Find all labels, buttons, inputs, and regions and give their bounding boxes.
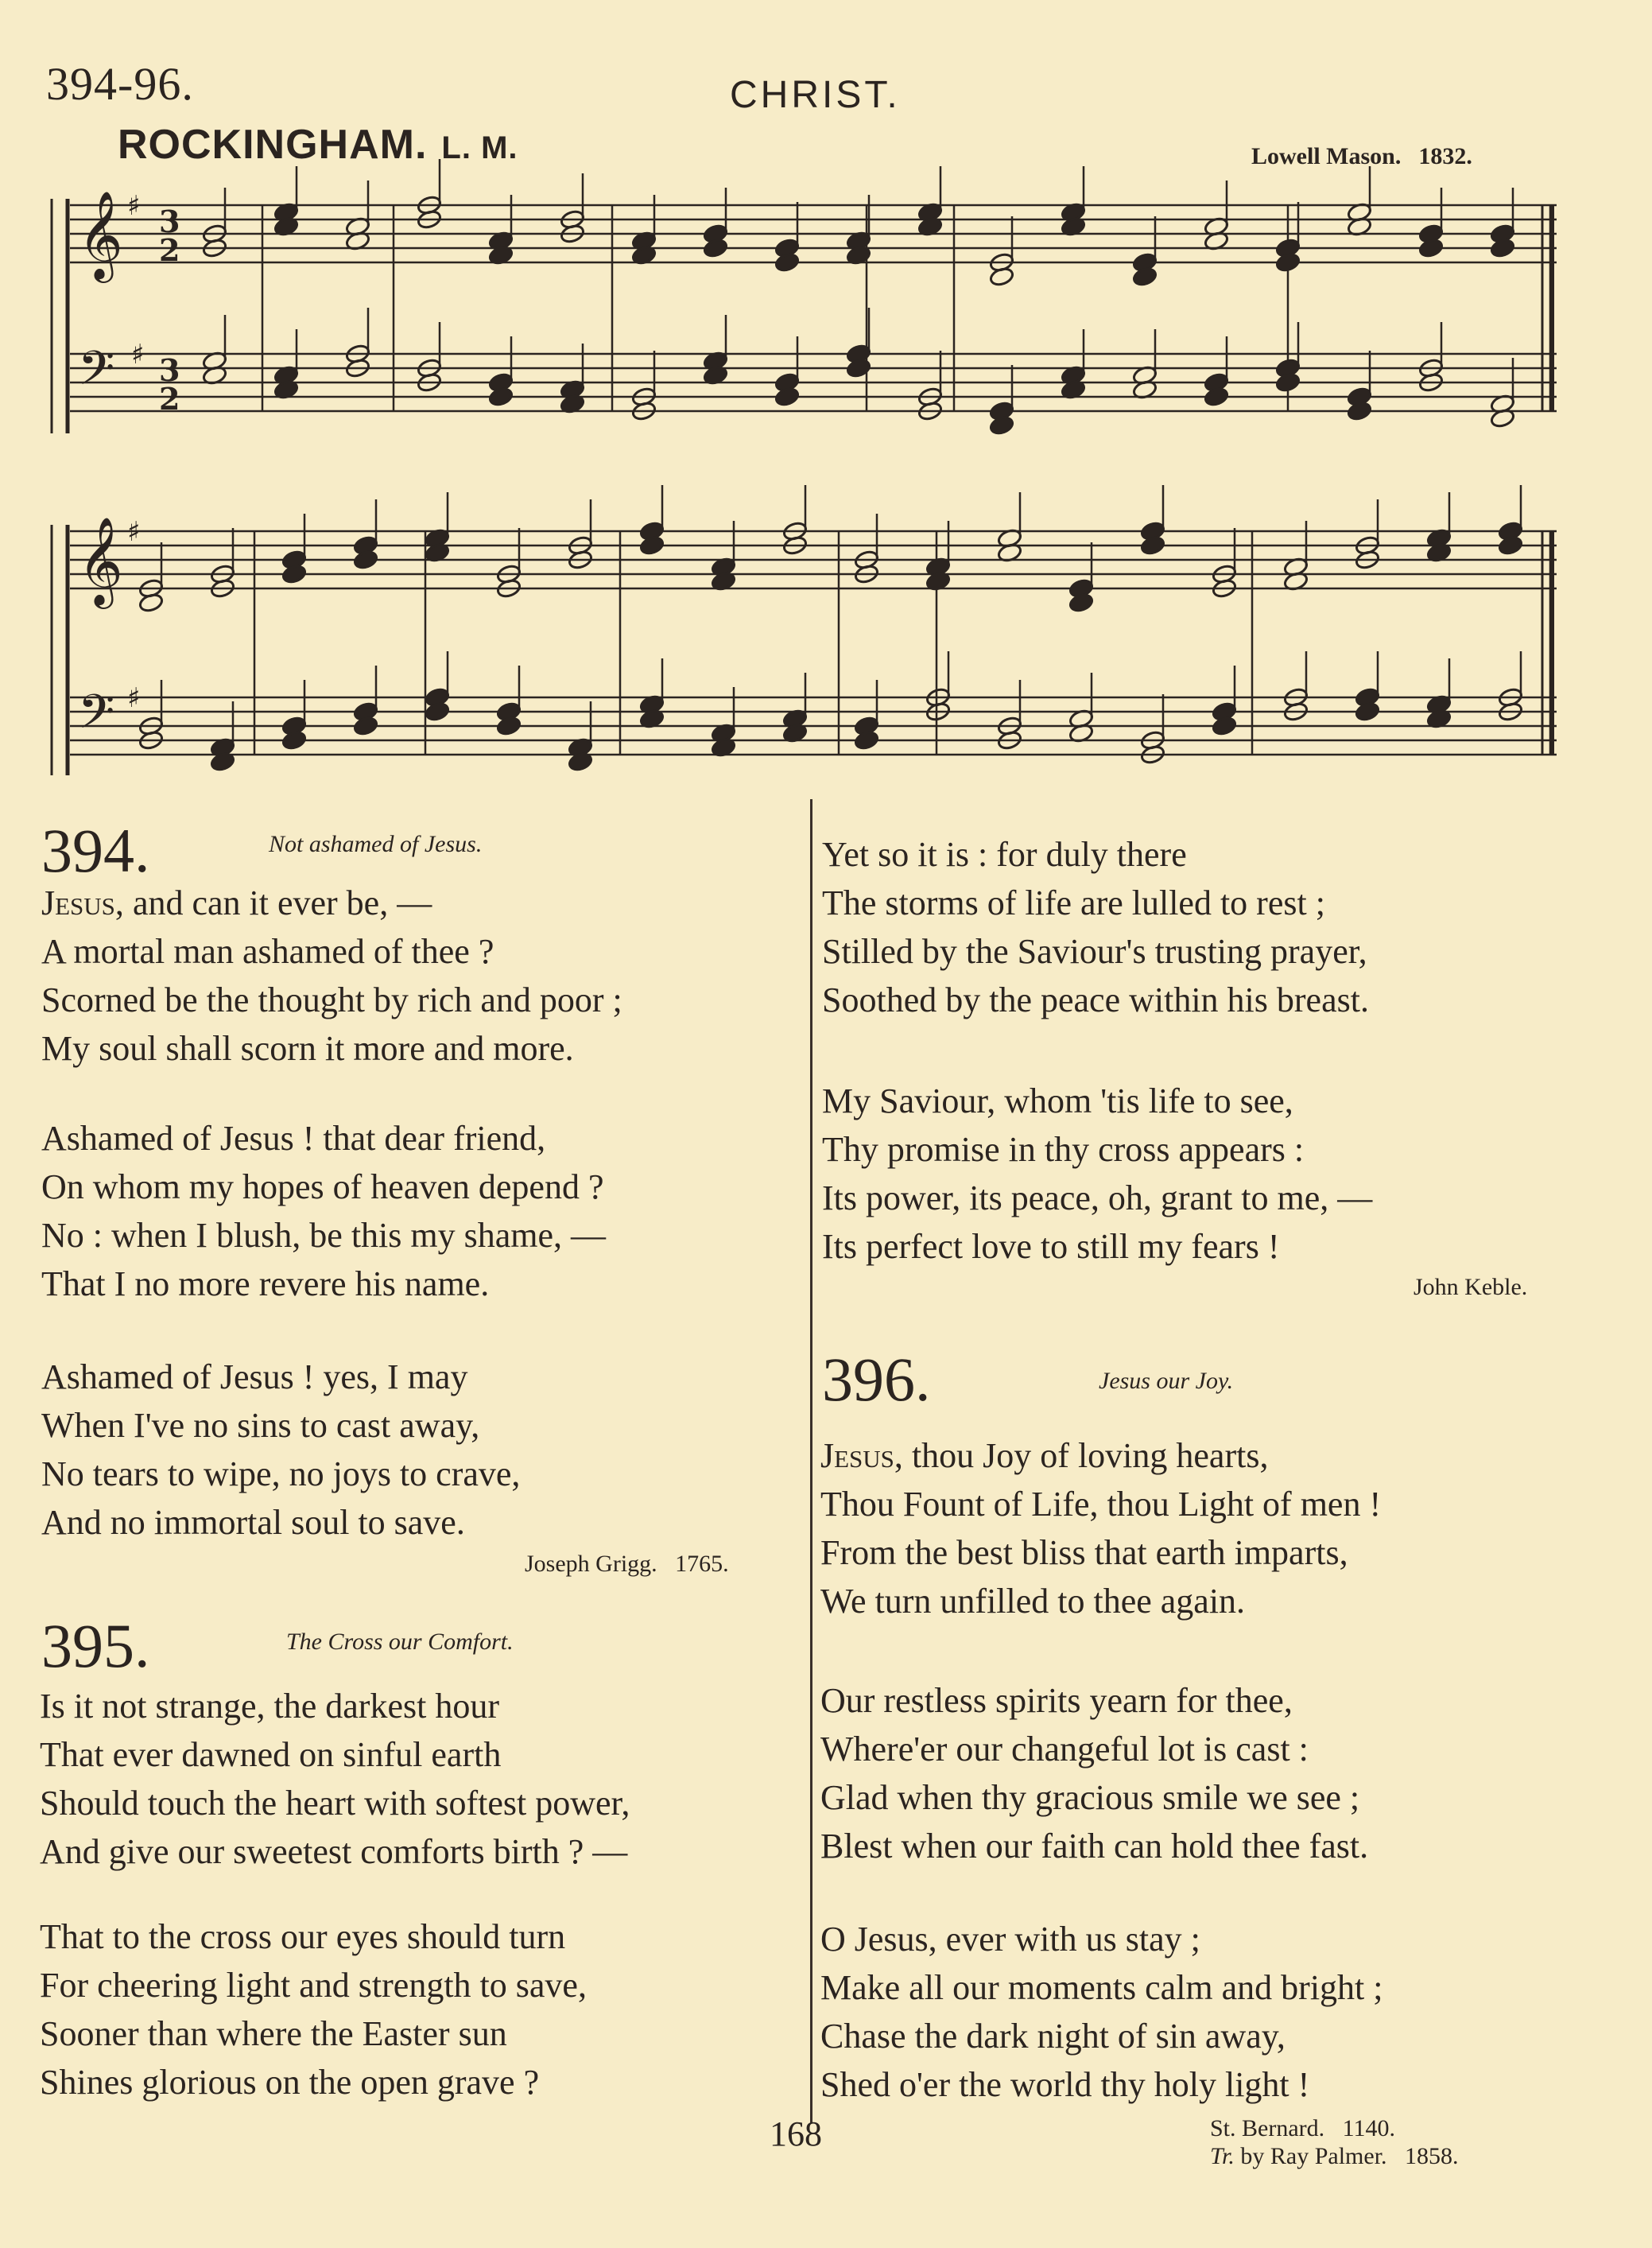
verse-line: Thy promise in thy cross appears : [822,1130,1305,1169]
column-divider [810,799,812,2123]
time-signature-top: 3 [159,352,180,388]
verse-line: Ashamed of Jesus ! yes, I may [41,1357,468,1396]
hymn-title: Jesus our Joy. [1099,1368,1234,1394]
verse-line: Is it not strange, the darkest hour [40,1687,499,1726]
bass-clef-icon: 𝄢 [78,684,115,751]
verse-line: We turn unfilled to thee again. [820,1582,1246,1621]
verse-line: Blest when our faith can hold thee fast. [820,1827,1369,1866]
hymn-number: 395. [41,1611,150,1680]
verse-line: That to the cross our eyes should turn [40,1917,566,1956]
page-number: 168 [770,2114,822,2153]
author-year: 1140. [1342,2115,1396,2141]
verse-line: My Saviour, whom 'tis life to see, [822,1081,1293,1120]
hymn-title: Not ashamed of Jesus. [269,831,483,857]
verse-line: Sooner than where the Easter sun [40,2014,507,2053]
hymn-line: and can it ever be, — [123,883,432,922]
section-title: CHRIST. [730,74,901,116]
author-name: St. Bernard. [1210,2115,1325,2141]
author-year: 1765. [675,1551,729,1577]
hymn-first-word: Jesus, [41,883,124,922]
verse-line: That I no more revere his name. [41,1264,490,1303]
composer-name: Lowell Mason. [1251,143,1402,169]
translator-name: by Ray Palmer. [1240,2143,1387,2169]
verse-line: Scorned be the thought by rich and poor ; [41,980,622,1019]
stanza [40,1912,587,2106]
tune-meter: L. M. [441,130,518,165]
verse-line: Thou Fount of Life, thou Light of men ! [820,1485,1382,1524]
verse-line: On whom my hopes of heaven depend ? [41,1167,604,1206]
sharp-icon: ♯ [127,516,141,548]
verse-line: Where'er our changeful lot is cast : [820,1730,1309,1769]
translator-prefix: Tr. [1210,2143,1235,2169]
stanza [820,1915,1383,2109]
stanza [820,1676,1368,1870]
verse-line: When I've no sins to cast away, [41,1406,480,1445]
author-name: John Keble. [1414,1274,1528,1300]
bass-clef-icon: 𝄢 [78,340,115,407]
hymn-range: 394-96. [46,58,194,110]
verse-line: From the best bliss that earth imparts, [820,1533,1348,1572]
verse-line: Glad when thy gracious smile we see ; [820,1778,1360,1817]
stanza [41,927,622,1073]
verse-line: Ashamed of Jesus ! that dear friend, [41,1119,546,1158]
verse-line: A mortal man ashamed of thee ? [41,932,494,971]
hymn-line: thou Joy of loving hearts, [902,1436,1269,1475]
verse-line: And no immortal soul to save. [41,1503,465,1542]
verse-line: Should touch the heart with softest power, [40,1784,630,1823]
stanza [822,830,1369,1024]
hymn-number: 394. [41,816,150,885]
music-score [0,0,1652,803]
stanza [40,1682,630,1876]
verse-line: Yet so it is : for duly there [822,835,1187,874]
hymn-attribution [1210,2115,1395,2142]
tune-name: ROCKINGHAM. [118,122,428,168]
verse-line: Our restless spirits yearn for thee, [820,1681,1293,1720]
hymn-number: 396. [822,1345,931,1414]
verse-line: No tears to wipe, no joys to crave, [41,1454,521,1493]
verse-line: Shines glorious on the open grave ? [40,2063,540,2102]
verse-line: The storms of life are lulled to rest ; [822,883,1325,922]
verse-line: For cheering light and strength to save, [40,1966,587,2005]
translator-attribution [1210,2143,1459,2170]
composer-year: 1832. [1418,143,1472,169]
time-signature-bottom: 2 [159,232,180,268]
stanza [41,1114,606,1308]
verse-line: Stilled by the Saviour's trusting prayer, [822,932,1367,971]
time-signature-top: 3 [159,204,180,239]
verse-line: Its power, its peace, oh, grant to me, — [822,1178,1373,1217]
treble-clef-icon: 𝄞 [78,516,123,605]
verse-line: Make all our moments calm and bright ; [820,1968,1383,2007]
verse-line: That ever dawned on sinful earth [40,1735,502,1774]
hymn-first-line [41,879,432,927]
hymn-attribution [525,1551,729,1578]
verse-line: O Jesus, ever with us stay ; [820,1920,1200,1959]
sharp-icon: ♯ [131,339,145,371]
author-name: Joseph Grigg. [525,1551,657,1577]
stanza [41,1353,520,1547]
verse-line: My soul shall scorn it more and more. [41,1029,574,1068]
hymn-first-word: Jesus, [820,1436,903,1475]
verse-line: Its perfect love to still my fears ! [822,1227,1280,1266]
verse-line: Chase the dark night of sin away, [820,2017,1286,2056]
hymn-first-line [820,1431,1268,1480]
translator-year: 1858. [1405,2143,1459,2169]
stanza [820,1480,1381,1625]
verse-line: And give our sweetest comforts birth ? — [40,1832,628,1871]
verse-line: No : when I blush, be this my shame, — [41,1216,607,1255]
time-signature-bottom: 2 [159,381,180,417]
sharp-icon: ♯ [127,682,141,714]
verse-line: Soothed by the peace within his breast. [822,980,1369,1019]
verse-line: Shed o'er the world thy holy light ! [820,2065,1310,2104]
sharp-icon: ♯ [127,190,141,222]
treble-clef-icon: 𝄞 [78,190,123,279]
stanza [822,1077,1372,1271]
hymn-title: The Cross our Comfort. [286,1629,514,1655]
